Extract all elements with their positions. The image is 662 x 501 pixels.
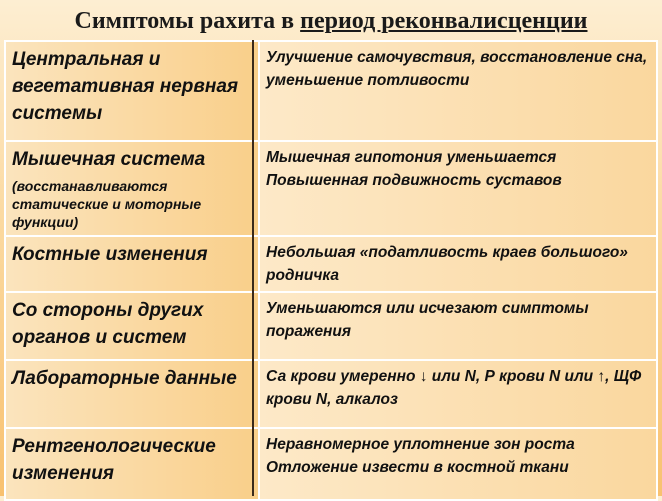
symptoms-table — [4, 40, 658, 501]
row-label: Со стороны других органов и систем — [5, 292, 259, 360]
row-description: Улучшение самочувствия, восстановление сна, уменьшение потливости — [259, 41, 657, 141]
row-label: Мышечная система (восстанавливаются статические и моторные функции) — [5, 141, 259, 236]
row-description: Мышечная гипотония уменьшается Повышенная подвижность суставов — [259, 141, 657, 236]
table-row — [5, 428, 657, 500]
title-text: Симптомы рахита в — [74, 8, 301, 34]
table-row — [5, 41, 657, 141]
table-row — [5, 360, 657, 428]
row-label: Рентгенологические изменения — [5, 428, 259, 500]
table-row — [5, 141, 657, 236]
title-underlined: период реконвалисценции — [300, 8, 588, 34]
row-description: Уменьшаются или исчезают симптомы поражения — [259, 292, 657, 360]
row-sub: (восстанавливаются статические и моторные функции) — [12, 178, 202, 230]
row-label: Лабораторные данные — [5, 360, 259, 428]
table-row — [5, 236, 657, 292]
row-label: Центральная и вегетативная нервная системы — [5, 41, 259, 141]
row-description: Неравномерное уплотнение зон роста Отложение извести в костной ткани — [259, 428, 657, 500]
slide-title — [0, 8, 662, 35]
row-label: Костные изменения — [5, 236, 259, 292]
column-divider — [252, 40, 254, 496]
table-row — [5, 292, 657, 360]
row-description: Са крови умеренно ↓ или N, Р крови N или ↑, ЩФ крови N, алкалоз — [259, 360, 657, 428]
row-description: Небольшая «податливость краев большого» родничка — [259, 236, 657, 292]
